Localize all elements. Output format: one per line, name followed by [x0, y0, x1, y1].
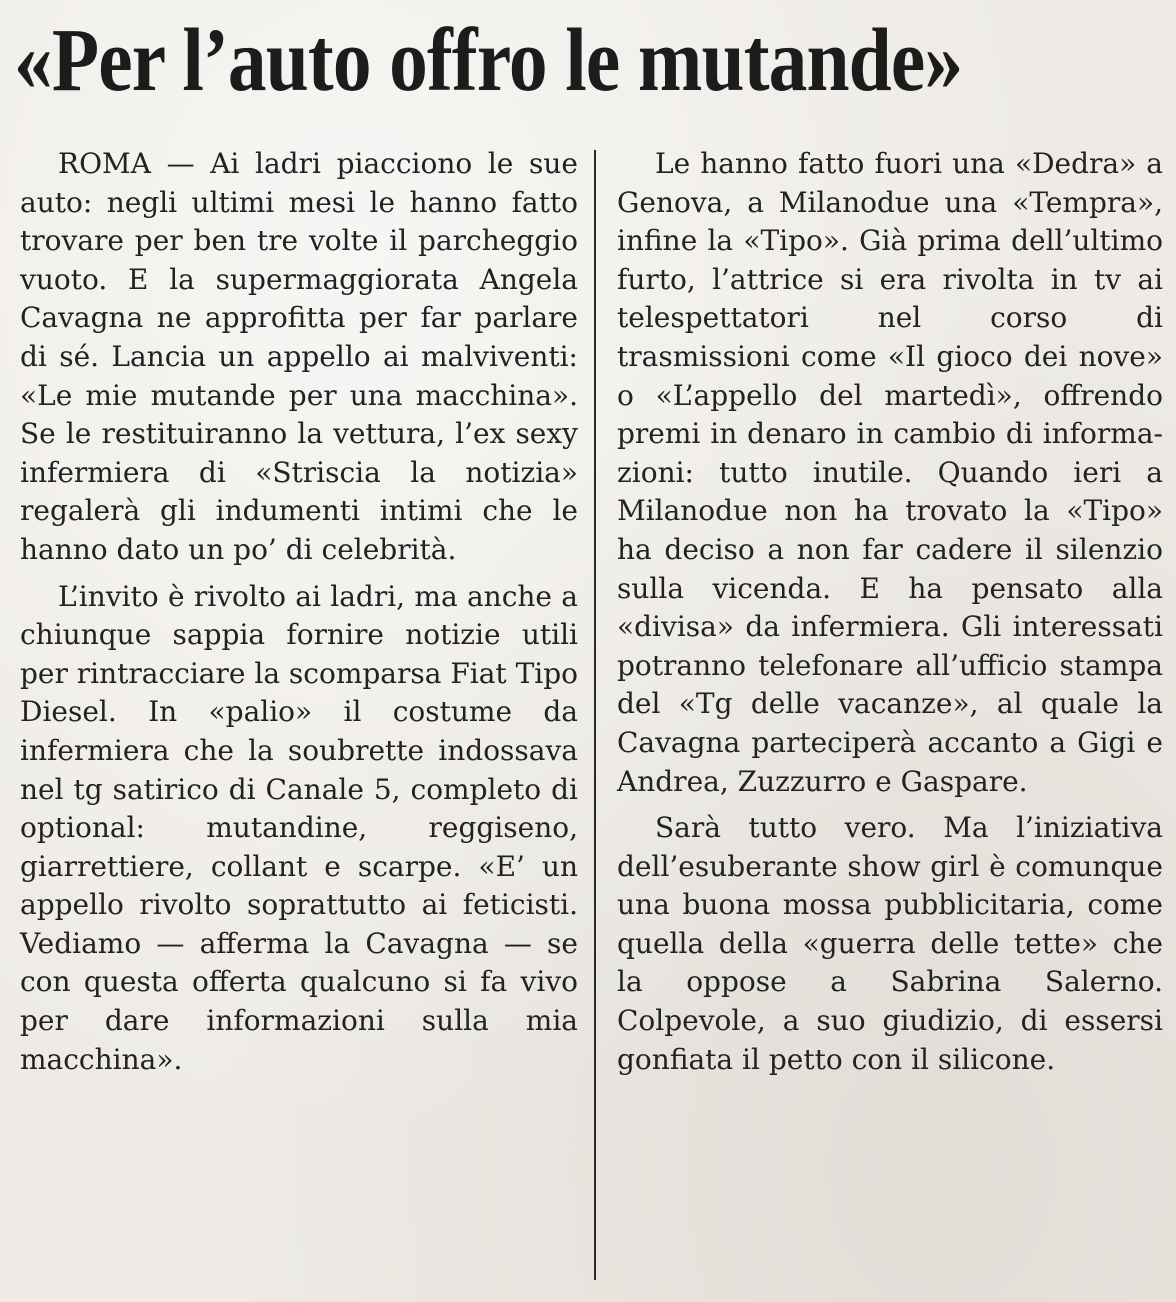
- paragraph: ROMA — Ai ladri piacciono le sue auto: negli ultimi mesi le hanno fatto trovare per ben tre volte il parcheggio vuoto. E la supermaggiorata Angela Cavagna ne approfitta per far parlare di sé. Lancia un appello ai malviventi: «Le mie mutande per una macchina». Se le restituiranno la vettura, l’ex sexy infermiera di «Striscia la notizia» regalerà gli indumenti intimi che le hanno dato un po’ di celebrità.: [20, 147, 578, 566]
- paragraph: L’invito è rivolto ai ladri, ma anche a chiunque sappia fornire notizie utili per rintracciare la scomparsa Fiat Tipo Diesel. In «palio» il costume da infermiera che la soubrette indossava nel tg satirico di Canale 5, completo di optional: mutandine, reggiseno, giarrettiere, collant e scarpe. «E’ un appello rivolto soprattutto ai feticisti. Vediamo — afferma la Cavagna — se con questa offerta qualcuno si fa vivo per dare informazioni sulla mia macchina».: [20, 579, 578, 1076]
- column-divider: [594, 150, 596, 1280]
- article-column-right: [617, 145, 1163, 1079]
- article-column-left: [20, 145, 578, 1079]
- headline: «Per l’auto offro le mutande»: [14, 11, 963, 110]
- paragraph: Le hanno fatto fuori una «Dedra» a Genova, a Milanodue una «Tempra», infine la «Tipo». Già prima dell’ultimo furto, l’attrice si era rivolta in tv ai telespettatori nel corso di trasmissioni come «Il gioco dei nove» o «L’appello del martedì», offrendo premi in denaro in cambio di informazioni: tutto inutile. Quando ieri a Milanodue non ha trovato la «Tipo» ha deciso a non far cadere il silenzio sulla vicenda. E ha pensato alla «divisa» da infermiera. Gli interessati potranno telefonare all’ufficio stampa del «Tg delle vacanze», al quale la Cavagna parteciperà accanto a Gigi e Andrea, Zuzzurro e Gaspare.: [617, 147, 1163, 798]
- paragraph: Sarà tutto vero. Ma l’iniziativa dell’esuberante show girl è comunque una buona mossa pubblicitaria, come quella della «guerra delle tette» che la oppose a Sabrina Salerno. Colpevole, a suo giudizio, di essersi gonfiata il petto con il silicone.: [617, 811, 1163, 1076]
